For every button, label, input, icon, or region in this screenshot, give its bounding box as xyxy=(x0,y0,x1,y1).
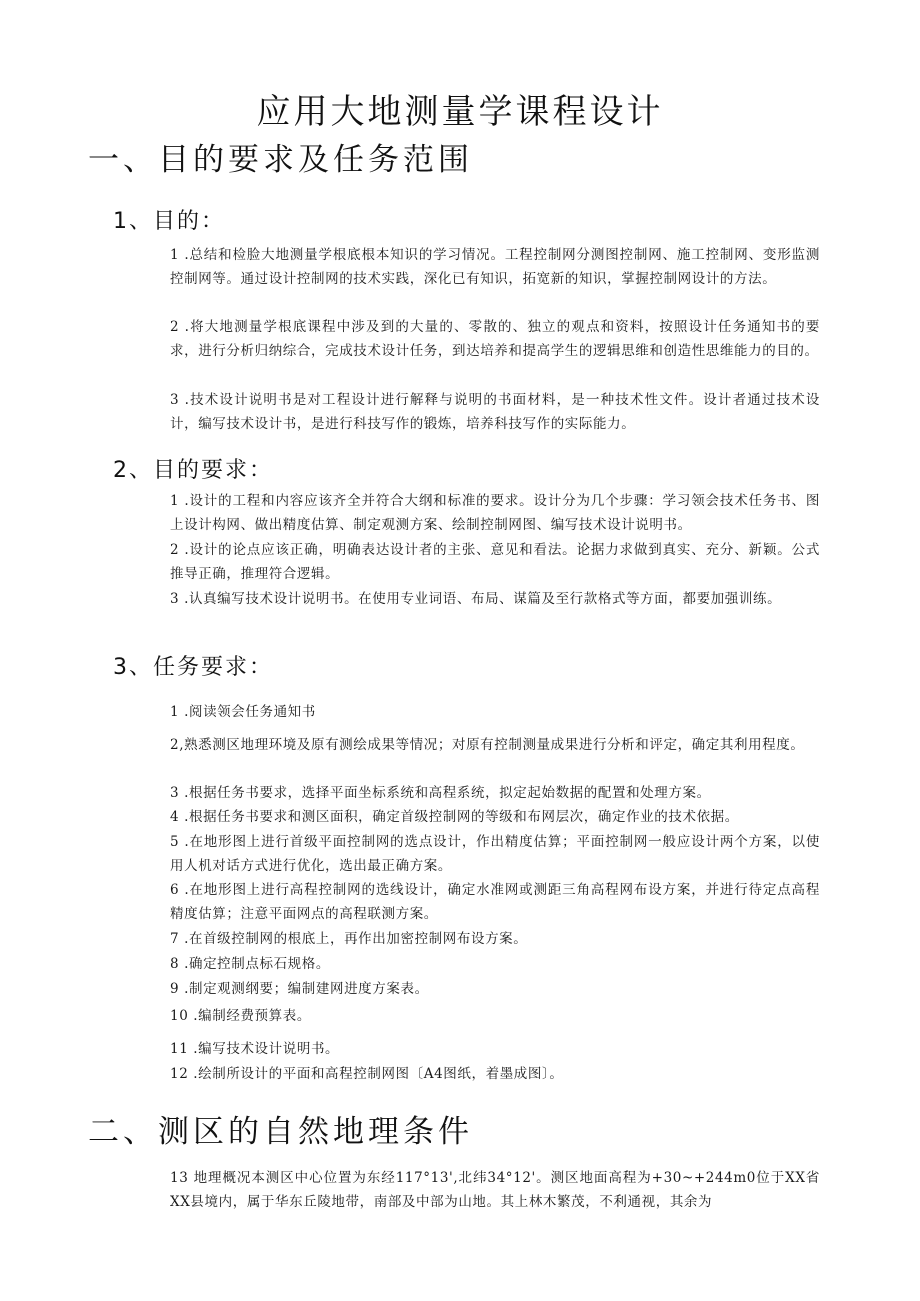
requirement-item-1: 1 .设计的工程和内容应该齐全并符合大纲和标准的要求。设计分为几个步骤：学习领会技术任务书、图上设计构网、做出精度估算、制定观测方案、绘制控制网图、编写技术设计说明书。 xyxy=(170,493,820,533)
purpose-item-3: 3 .技术设计说明书是对工程设计进行解释与说明的书面材料，是一种技术性文件。设计者通过技术设计，编写技术设计书，是进行科技写作的锻炼，培养科技写作的实际能力。 xyxy=(170,392,820,432)
task-item-6: 6 .在地形图上进行高程控制网的选线设计，确定水准网或测距三角高程网布设方案，并进行待定点高程精度估算；注意平面网点的高程联测方案。 xyxy=(170,882,820,922)
task-item-5: 5 .在地形图上进行首级平面控制网的选点设计，作出精度估算；平面控制网一般应设计两个方案，以使用人机对话方式进行优化，选出最正确方案。 xyxy=(170,834,820,874)
requirement-item-2: 2 .设计的论点应该正确，明确表达设计者的主张、意见和看法。论据力求做到真实、充分、新颖。公式推导正确，推理符合逻辑。 xyxy=(170,542,820,582)
section-2-heading: 二、测区的自然地理条件 xyxy=(88,1114,473,1150)
task-item-12: 12 .绘制所设计的平面和高程控制网图〔A4图纸，着墨成图〕。 xyxy=(170,1066,564,1082)
requirement-item-3: 3 .认真编写技术设计说明书。在使用专业词语、布局、谋篇及至行款格式等方面，都要加强训练。 xyxy=(170,591,782,607)
task-item-3: 3 .根据任务书要求，选择平面坐标系统和高程系统，拟定起始数据的配置和处理方案。 xyxy=(170,785,711,801)
task-item-4: 4 .根据任务书要求和测区面积，确定首级控制网的等级和布网层次，确定作业的技术依据。 xyxy=(170,809,739,825)
task-item-10: 10 .编制经费预算表。 xyxy=(170,1008,311,1024)
task-item-1: 1 .阅读领会任务通知书 xyxy=(170,704,316,720)
document-title: 应用大地测量学课程设计 xyxy=(256,92,664,132)
purpose-item-2: 2 .将大地测量学根底课程中涉及到的大量的、零散的、独立的观点和资料，按照设计任务通知书的要求，进行分析归纳综合，完成技术设计任务，到达培养和提高学生的逻辑思维和创造性思维能力的目的。 xyxy=(170,319,820,359)
subsection-2-heading: 2、目的要求： xyxy=(113,458,273,483)
subsection-1-heading: 1、目的： xyxy=(113,209,225,234)
task-item-11: 11 .编写技术设计说明书。 xyxy=(170,1041,340,1057)
task-item-2: 2,熟悉测区地理环境及原有测绘成果等情况；对原有控制测量成果进行分析和评定，确定其利用程度。 xyxy=(170,737,805,753)
section-1-heading: 一、目的要求及任务范围 xyxy=(88,142,473,178)
task-item-9: 9 .制定观测纲要；编制建网进度方案表。 xyxy=(170,981,429,997)
subsection-3-heading: 3、任务要求： xyxy=(113,655,273,680)
purpose-item-1: 1 .总结和检脸大地测量学根底根本知识的学习情况。工程控制网分测图控制网、施工控制网、变形监测控制网等。通过设计控制网的技术实践，深化已有知识，拓宽新的知识，掌握控制网设计的方法。 xyxy=(170,247,820,287)
task-item-7: 7 .在首级控制网的根底上，再作出加密控制网布设方案。 xyxy=(170,931,528,947)
geography-paragraph: 13 地理概况本测区中心位置为东经117°13',北纬34°12'。测区地面高程为+30~+244m0位于XX省XX县境内，属于华东丘陵地带，南部及中部为山地。其上林木繁茂，不利通视，其余为 xyxy=(170,1170,820,1210)
task-item-8: 8 .确定控制点标石规格。 xyxy=(170,956,330,972)
